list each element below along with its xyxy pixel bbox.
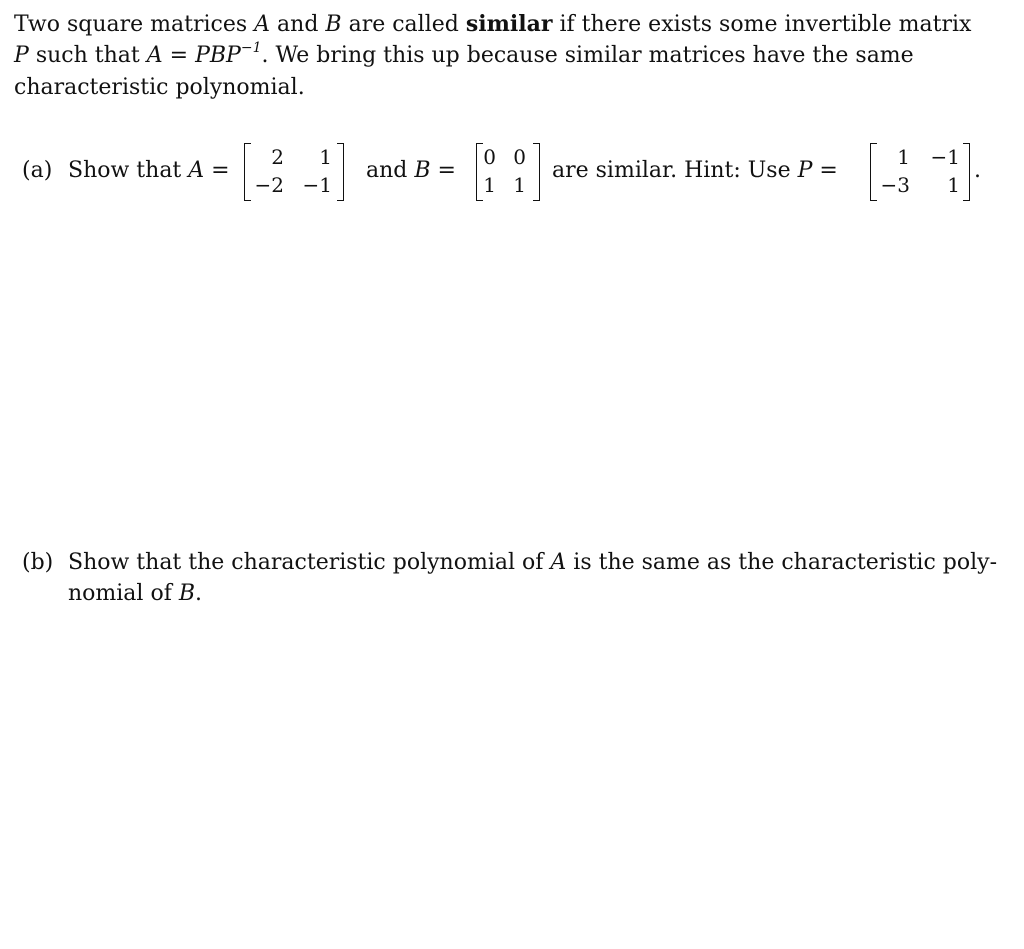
var-b: B	[414, 158, 431, 183]
part-a-text	[68, 156, 230, 186]
part-a-show-that: Show that	[68, 158, 182, 183]
matrix-cell: −3	[880, 173, 910, 197]
var-p: P	[14, 43, 29, 68]
matrix-cell: 1	[319, 145, 332, 169]
matrix-cell: 0	[483, 145, 496, 169]
equals-sign: =	[211, 158, 230, 183]
matrix-cell: 1	[897, 145, 910, 169]
part-b-period: .	[195, 581, 203, 606]
intro-text: if there exists some invertible matrix	[559, 12, 972, 37]
equals-sign: =	[819, 158, 838, 183]
right-bracket	[337, 143, 344, 201]
matrix-a	[244, 142, 344, 202]
part-b-line-2	[68, 579, 202, 609]
part-a-hint	[552, 156, 838, 186]
part-a-and	[366, 156, 456, 186]
matrix-cell: 2	[271, 145, 284, 169]
part-b-text: nomial of	[68, 581, 172, 606]
var-a: A	[188, 158, 205, 183]
pbp-text: PBP	[195, 43, 241, 68]
left-bracket	[870, 143, 877, 201]
intro-text: . We bring this up because similar matrices have the same	[261, 43, 914, 68]
var-b: B	[178, 581, 196, 606]
matrix-cell: −1	[302, 173, 332, 197]
var-a: A	[254, 12, 271, 37]
equals-sign: =	[437, 158, 456, 183]
hint-text: are similar. Hint: Use	[552, 158, 791, 183]
part-b-label: (b)	[22, 550, 54, 575]
matrix-cell: 1	[947, 173, 960, 197]
equals-sign: =	[169, 43, 189, 68]
var-a: A	[146, 43, 163, 68]
part-a	[22, 142, 1012, 202]
term-similar: similar	[465, 11, 553, 37]
intro-line-1	[14, 9, 971, 40]
and-text: and	[366, 158, 408, 183]
part-a-label: (a)	[22, 158, 53, 183]
left-bracket	[244, 143, 251, 201]
intro-line-2	[14, 41, 914, 71]
matrix-cell: 1	[513, 173, 526, 197]
matrix-cell: 1	[483, 173, 496, 197]
matrix-cell: 0	[513, 145, 526, 169]
matrix-b	[476, 142, 540, 202]
pbp-expression	[195, 40, 262, 68]
intro-line-3: characteristic polynomial.	[14, 75, 305, 100]
inverse-superscript: −1	[240, 40, 262, 56]
part-b-line-1	[68, 548, 997, 578]
part-a-period: .	[974, 158, 981, 183]
var-p: P	[797, 158, 813, 183]
part-b-text: is the same as the characteristic poly-	[573, 550, 998, 575]
matrix-p	[870, 142, 970, 202]
matrix-cell: −1	[930, 145, 960, 169]
intro-text: Two square matrices	[14, 12, 248, 37]
intro-text: such that	[35, 43, 140, 68]
intro-text: and	[277, 12, 319, 37]
intro-text: are called	[348, 12, 459, 37]
right-bracket	[533, 143, 540, 201]
var-b: B	[325, 12, 342, 37]
matrix-cell: −2	[254, 173, 284, 197]
part-b-text: Show that the characteristic polynomial of	[68, 550, 544, 575]
right-bracket	[963, 143, 970, 201]
var-a: A	[550, 550, 567, 575]
